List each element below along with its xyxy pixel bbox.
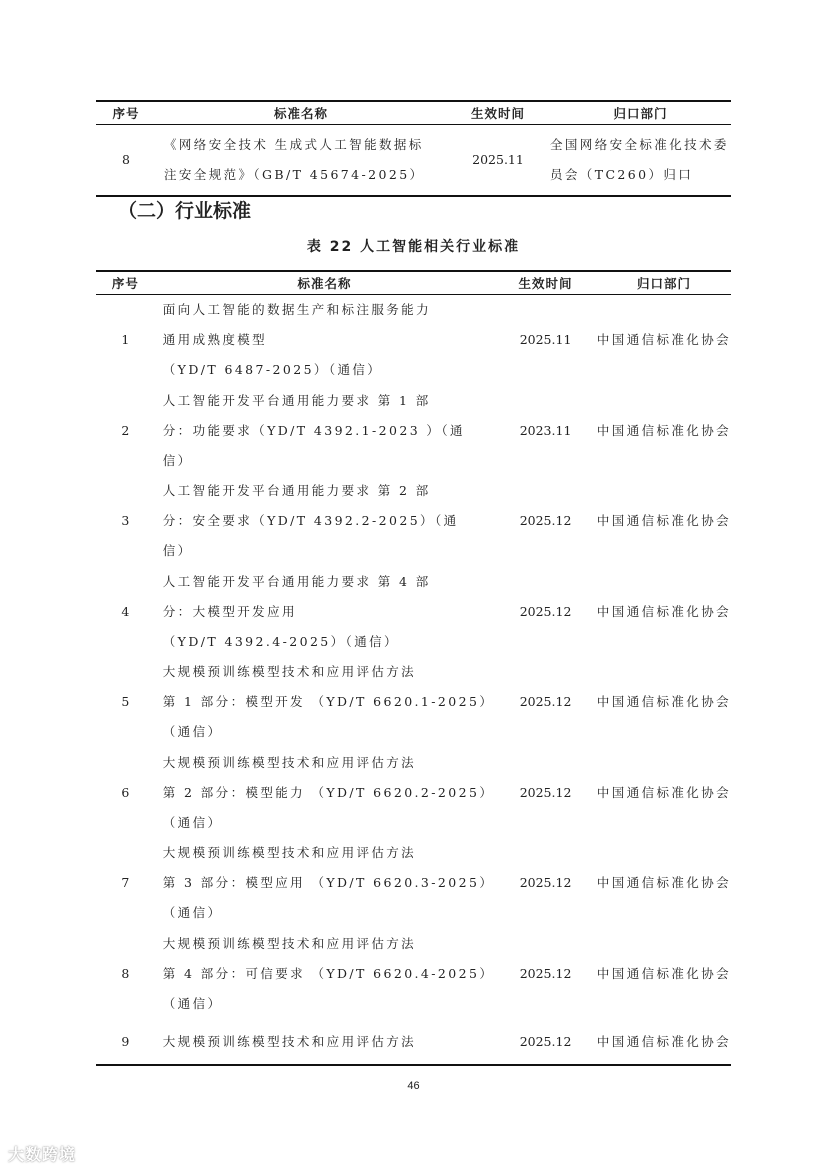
- table-caption: 表 22 人工智能相关行业标准: [306, 239, 521, 255]
- department: [550, 125, 731, 197]
- department: [597, 929, 731, 1020]
- standard-name-line: 通用成熟度模型: [162, 332, 268, 348]
- department-line: 中国通信标准化协会: [596, 603, 731, 619]
- header-dept: 归口部门: [613, 106, 668, 121]
- standard-name: [155, 386, 494, 477]
- table-row: [96, 838, 731, 929]
- table-header-row: [96, 101, 731, 125]
- table-row: [96, 1019, 731, 1065]
- row-number: 7: [121, 875, 130, 891]
- header-name: 标准名称: [297, 276, 352, 291]
- effective-date: 2025.12: [519, 965, 572, 981]
- standard-name-line: 分：安全要求（YD/T 4392.2-2025）（通: [162, 513, 459, 529]
- standard-name-line: 人工智能开发平台通用能力要求 第 2 部: [162, 483, 431, 499]
- effective-date: 2025.11: [519, 332, 572, 348]
- table-row: [96, 929, 731, 1020]
- row-number: 8: [121, 965, 130, 981]
- row-number: 2: [121, 422, 130, 438]
- department-line: 员会（TC260）归口: [550, 167, 694, 182]
- standard-name-line: 信）: [162, 452, 193, 468]
- header-no: 序号: [111, 276, 139, 291]
- standard-name: [155, 1019, 494, 1065]
- effective-date: 2025.12: [519, 513, 572, 529]
- department: [597, 476, 731, 567]
- effective-date: 2023.11: [519, 422, 572, 438]
- standard-name: [155, 476, 494, 567]
- department-line: 中国通信标准化协会: [596, 332, 731, 348]
- standard-name-line: 大规模预训练模型技术和应用评估方法: [162, 664, 417, 680]
- standard-name: [155, 838, 494, 929]
- row-number: 6: [121, 784, 130, 800]
- effective-date: 2025.12: [519, 603, 572, 619]
- row-number: 1: [121, 332, 130, 348]
- standard-name: [155, 295, 494, 386]
- standard-name: [155, 929, 494, 1020]
- watermark-logo: 大数跨境: [8, 1145, 77, 1164]
- department-line: 中国通信标准化协会: [596, 875, 731, 891]
- table-row: [96, 657, 731, 748]
- department-line: 中国通信标准化协会: [596, 694, 731, 710]
- row-number: 5: [121, 694, 130, 710]
- standard-name-line: （YD/T 6487-2025）（通信）: [162, 362, 383, 378]
- standard-name-line: 人工智能开发平台通用能力要求 第 4 部: [162, 573, 431, 589]
- standard-name-line: 大规模预训练模型技术和应用评估方法: [162, 754, 417, 770]
- department: [597, 1019, 731, 1065]
- header-dept: 归口部门: [636, 276, 691, 291]
- department-line: 中国通信标准化协会: [596, 1033, 731, 1049]
- department: [597, 838, 731, 929]
- standard-name-line: 第 2 部分：模型能力 （YD/T 6620.2-2025）: [162, 784, 495, 800]
- standard-name-line: 《网络安全技术 生成式人工智能数据标: [164, 137, 424, 152]
- table-row: [96, 567, 731, 658]
- effective-date: 2025.11: [472, 152, 524, 167]
- standard-name-line: 大规模预训练模型技术和应用评估方法: [162, 845, 417, 861]
- department: [597, 748, 731, 839]
- standard-name-line: 信）: [162, 543, 193, 559]
- standard-name: [155, 657, 494, 748]
- table-row: [96, 476, 731, 567]
- department-line: 中国通信标准化协会: [596, 965, 731, 981]
- standard-name-line: 分：功能要求（YD/T 4392.1-2023 ）（通: [162, 422, 465, 438]
- row-number: 4: [121, 603, 130, 619]
- effective-date: 2025.12: [519, 784, 572, 800]
- section-heading: （二）行业标准: [118, 200, 252, 222]
- row-number: 8: [122, 152, 130, 167]
- header-name: 标准名称: [273, 106, 328, 121]
- row-number: 9: [121, 1033, 130, 1049]
- standard-name: [156, 125, 446, 197]
- header-date: 生效时间: [518, 276, 573, 291]
- standard-name-line: 分：大模型开发应用: [162, 603, 297, 619]
- standard-name-line: 大规模预训练模型技术和应用评估方法: [162, 935, 417, 951]
- standard-name-line: 第 1 部分：模型开发 （YD/T 6620.1-2025）: [162, 694, 495, 710]
- standard-name-line: （通信）: [162, 724, 223, 740]
- standards-table-industry: [96, 270, 731, 1066]
- standard-name-line: 大规模预训练模型技术和应用评估方法: [162, 1033, 417, 1049]
- department-line: 全国网络安全标准化技术委: [550, 137, 729, 152]
- standards-table-national: [96, 100, 731, 197]
- table-row: [96, 295, 731, 386]
- table-row: [96, 125, 731, 197]
- standard-name: [155, 748, 494, 839]
- table-row: [96, 386, 731, 477]
- standard-name-line: 注安全规范》（GB/T 45674-2025）: [164, 167, 425, 182]
- standard-name-line: 人工智能开发平台通用能力要求 第 1 部: [162, 392, 431, 408]
- department-line: 中国通信标准化协会: [596, 422, 731, 438]
- department-line: 中国通信标准化协会: [596, 784, 731, 800]
- standard-name-line: 第 3 部分：模型应用 （YD/T 6620.3-2025）: [162, 875, 495, 891]
- standard-name-line: 面向人工智能的数据生产和标注服务能力: [162, 302, 431, 318]
- row-number: 3: [121, 513, 130, 529]
- department-line: 中国通信标准化协会: [596, 513, 731, 529]
- table-header-row: [96, 271, 731, 295]
- table-row: [96, 748, 731, 839]
- standard-name-line: （通信）: [162, 995, 223, 1011]
- standard-name: [155, 567, 494, 658]
- effective-date: 2025.12: [519, 1033, 572, 1049]
- standard-name-line: （YD/T 4392.4-2025）（通信）: [162, 633, 399, 649]
- page-number: 46: [407, 1080, 420, 1092]
- department: [597, 295, 731, 386]
- standard-name-line: （通信）: [162, 814, 223, 830]
- header-date: 生效时间: [470, 106, 525, 121]
- effective-date: 2025.12: [519, 694, 572, 710]
- effective-date: 2025.12: [519, 875, 572, 891]
- department: [597, 386, 731, 477]
- header-no: 序号: [112, 106, 140, 121]
- standard-name-line: （通信）: [162, 905, 223, 921]
- standard-name-line: 第 4 部分：可信要求 （YD/T 6620.4-2025）: [162, 965, 495, 981]
- department: [597, 657, 731, 748]
- department: [597, 567, 731, 658]
